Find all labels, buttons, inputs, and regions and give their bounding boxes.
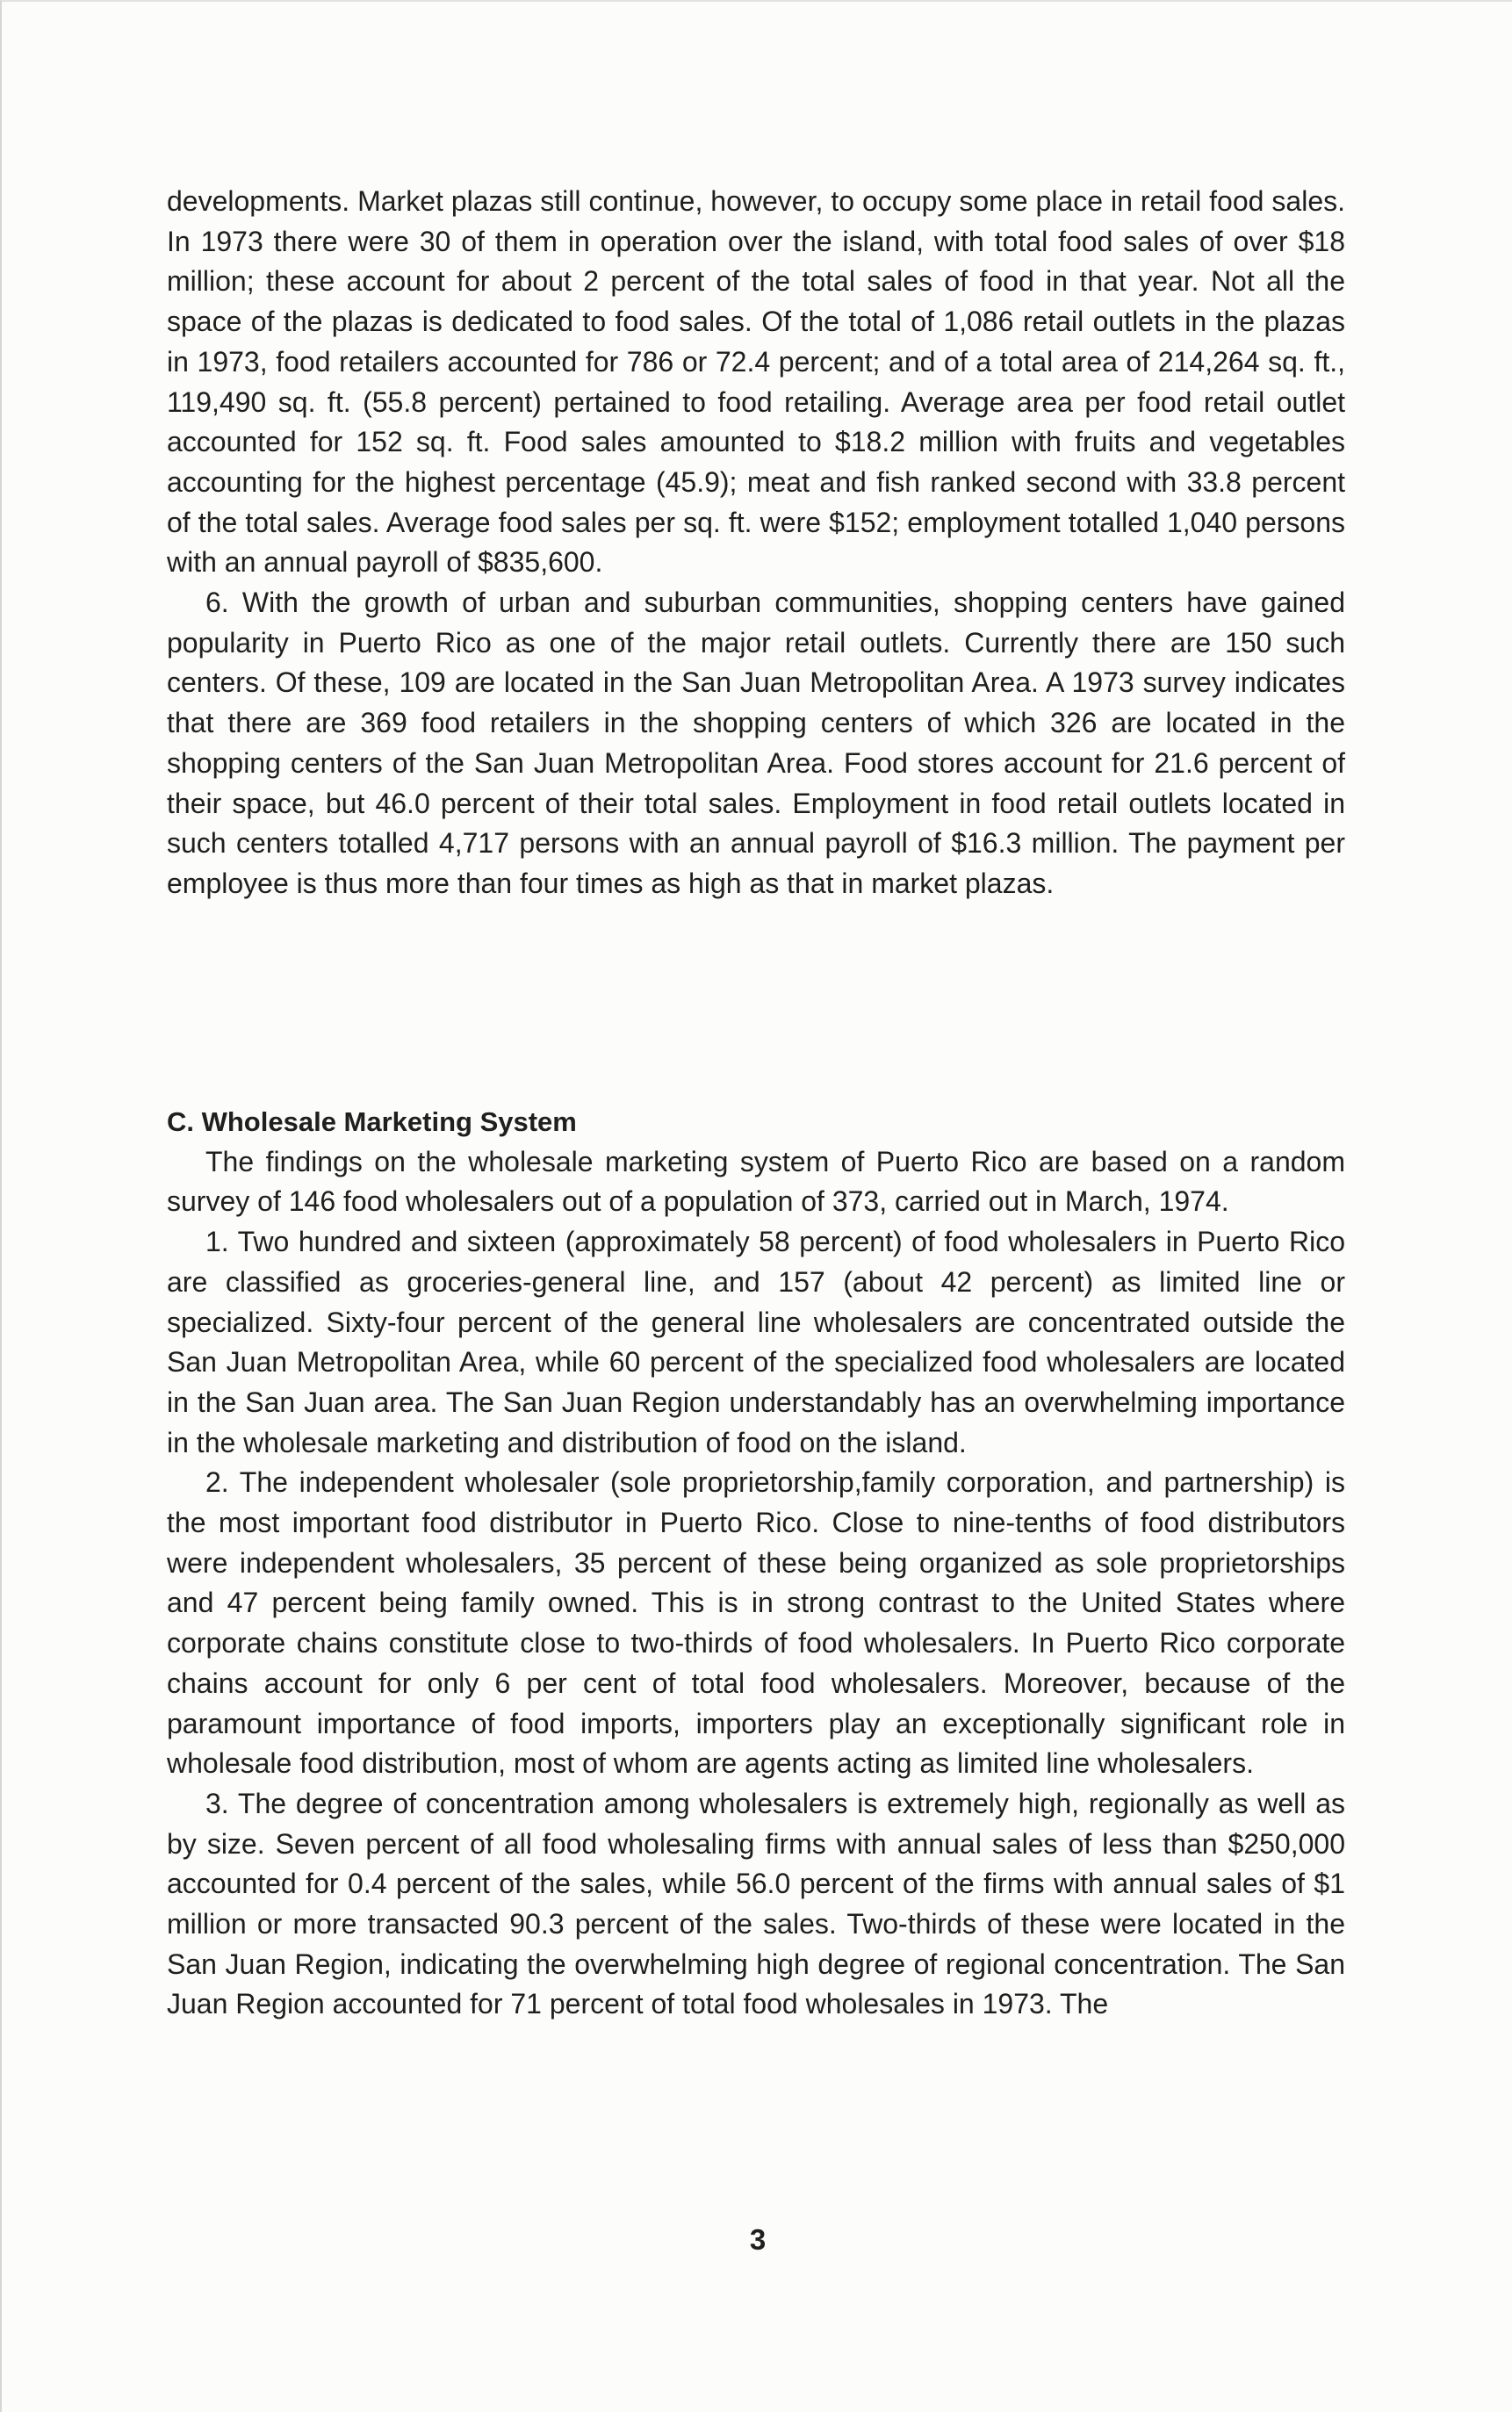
paragraph-independent-wholesaler: 2. The independent wholesaler (sole proprietorship,family corporation, and partnership) is the most important food distributor in Puerto Rico. Close to nine-tenths of food distributors were independent wholesalers, 35 percent of these being organized as sole proprietorships and 47 percent being family owned. This is in strong contrast to the United States where corporate chains constitute close to two-thirds of food wholesalers. In Puerto Rico corporate chains account for only 6 per cent of total food wholesalers. Moreover, because of the paramount importance of food imports, importers play an exceptionally significant role in wholesale food distribution, most of whom are agents acting as limited line wholesalers. xyxy=(167,1466,1345,1780)
section-heading: C. Wholesale Marketing System xyxy=(167,1106,577,1137)
paragraph-wholesaler-classification: 1. Two hundred and sixteen (approximately 58 percent) of food wholesalers in Puerto Rico are classified as groceries-general line, and 157 (about 42 percent) as limited line or specialized. Sixty-four percent of the general line wholesalers are concentrated outside the San Juan Metropolitan Area, while 60 percent of the specialized food wholesalers are located in the San Juan area. The San Juan Region understandably has an overwhelming importance in the wholesale marketing and distribution of food on the island. xyxy=(167,1226,1345,1458)
paragraph-shopping-centers: 6. With the growth of urban and suburban communities, shopping centers have gained popularity in Puerto Rico as one of the major retail outlets. Currently there are 150 such centers. Of these, 109 are located in the San Juan Metropolitan Area. A 1973 survey indicates that there are 369 food retailers in the shopping centers of which 326 are located in the shopping centers of the San Juan Metropolitan Area. Food stores account for 21.6 percent of their space, but 46.0 percent of their total sales. Employment in food retail outlets located in such centers totalled 4,717 persons with an annual payroll of $16.3 million. The payment per employee is thus more than four times as high as that in market plazas. xyxy=(167,587,1345,899)
paragraph-market-plazas: developments. Market plazas still continue, however, to occupy some place in retail food sales. In 1973 there were 30 of them in operation over the island, with total food sales of over $18 million; these account for about 2 percent of the total sales of food in that year. Not all the space of the plazas is dedicated to food sales. Of the total of 1,086 retail outlets in the plazas in 1973, food retailers accounted for 786 or 72.4 percent; and of a total area of 214,264 sq. ft., 119,490 sq. ft. (55.8 percent) pertained to food retailing. Average area per food retail outlet accounted for 152 sq. ft. Food sales amounted to $18.2 million with fruits and vegetables accounting for the highest percentage (45.9); meat and fish ranked second with 33.8 percent of the total sales. Average food sales per sq. ft. were $152; employment totalled 1,040 persons with an annual payroll of $835,600. xyxy=(167,185,1345,579)
wholesale-section xyxy=(167,1102,1345,2025)
paragraph-survey-findings: The findings on the wholesale marketing system of Puerto Rico are based on a random survey of 146 food wholesalers out of a population of 373, carried out in March, 1974. xyxy=(167,1145,1345,1218)
body-text-top xyxy=(167,182,1345,904)
paragraph-concentration: 3. The degree of concentration among wholesalers is extremely high, regionally as well as by size. Seven percent of all food wholesaling firms with annual sales of less than $250,000 accounted for 0.4 percent of the sales, while 56.0 percent of the firms with annual sales of $1 million or more transacted 90.3 percent of the sales. Two-thirds of these were located in the San Juan Region, indicating the overwhelming high degree of regional concentration. The San Juan Region accounted for 71 percent of total food wholesales in 1973. The xyxy=(167,1787,1345,2020)
page-number: 3 xyxy=(749,2223,767,2256)
